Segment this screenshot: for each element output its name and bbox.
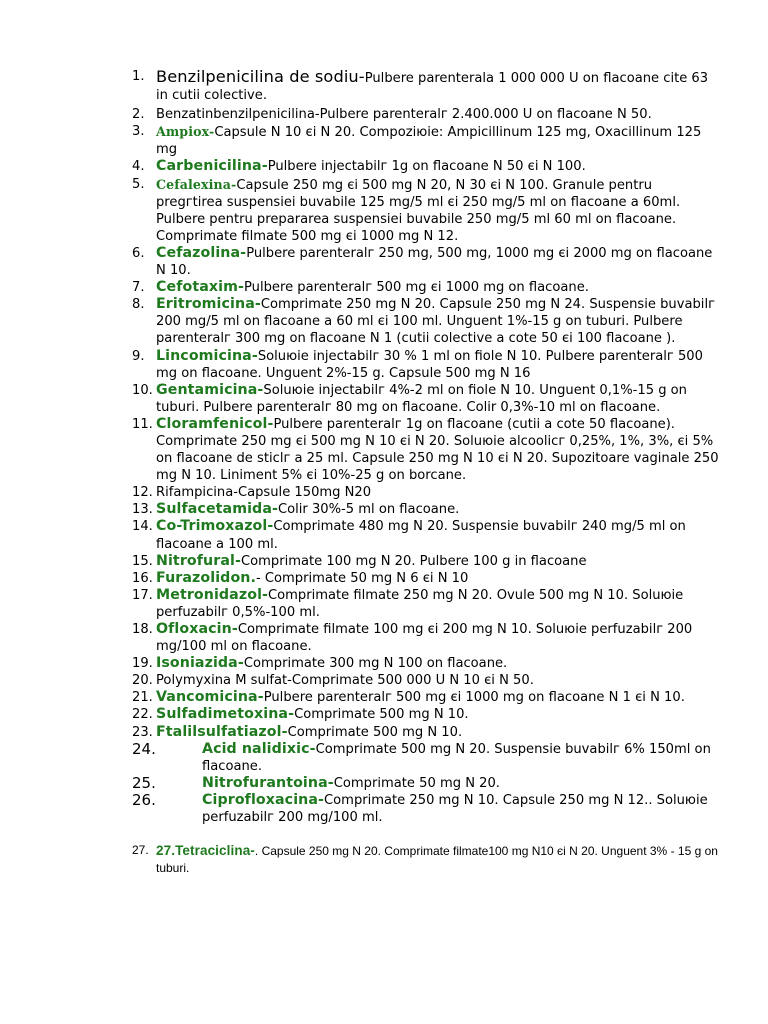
item-number: 23. [132, 724, 153, 740]
drug-description: Polymyxina M sulfat-Comprimate 500 000 U N 10 єi N 50. [156, 673, 534, 689]
drug-description: . Capsule 250 mg N 20. Comprimate filmate100 mg N10 єi N 20. Unguent 3% - 15 g on tuburi. [156, 844, 718, 876]
drug-name: Cefalexina- [156, 176, 237, 192]
drug-name: Cefotaxim- [156, 279, 244, 296]
drug-description: Colir 30%-5 ml on flacoane. [277, 502, 460, 518]
drug-name: Nitrofurantoina- [202, 774, 334, 791]
item-number: 24. [132, 739, 156, 758]
antibiotic-list [132, 68, 722, 877]
list-item [132, 382, 722, 416]
item-number: 20. [132, 673, 153, 689]
drug-description: Comprimate 250 mg N 20. Capsule 250 mg N 24. Suspensie buvabilг 200 mg/5 ml on flacoane a 60 ml єi 100 ml. Unguent 1%-15 g on tuburi. Pulbere parenteralг 300 mg on flacoane N 1 (cutii colective a cote 50 єi 100 flacoane ). [156, 297, 715, 347]
item-number: 21. [132, 690, 153, 706]
drug-name: Sulfadimetoxina- [156, 706, 295, 723]
drug-name: Ciprofloxacina- [202, 791, 325, 808]
drug-description: Pulbere parenterala 1 000 000 U on flacoane cite 63 in cutii colective. [156, 71, 709, 104]
drug-description: Comprimate 480 mg N 20. Suspensie buvabilг 240 mg/5 ml on flacoane a 100 ml. [156, 519, 686, 552]
list-item [132, 621, 722, 655]
list-item [132, 655, 722, 672]
item-number: 10. [132, 382, 153, 398]
item-number: 26. [132, 790, 156, 809]
list-item [132, 689, 722, 706]
list-item [132, 68, 722, 104]
item-number: 19. [132, 656, 153, 672]
item-number: 4. [132, 159, 145, 175]
list-item [132, 741, 722, 775]
item-number: 2. [132, 107, 145, 123]
item-number: 11. [132, 416, 153, 432]
list-item [132, 176, 722, 245]
list-item [132, 587, 722, 621]
drug-description: Comprimate filmate 100 mg єi 200 mg N 10. Soluюie perfuzabilг 200 mg/100 ml on flacoane. [156, 622, 693, 655]
drug-name: Cloramfenicol- [156, 415, 274, 432]
drug-description: Rifampicina-Capsule 150mg N20 [156, 485, 372, 501]
drug-description: Comprimate 500 mg N 10. [294, 707, 469, 723]
drug-description: Comprimate filmate 250 mg N 20. Ovule 500 mg N 10. Soluюie perfuzabilг 0,5%-100 ml. [156, 587, 684, 620]
drug-description: Soluюie injectabilг 4%-2 ml on fiole N 10. Unguent 0,1%-15 g on tuburi. Pulbere parenteralг 80 mg on flacoane. Colir 0,3%-10 ml on flacoane. [156, 382, 687, 415]
drug-description: Benzatinbenzilpenicilina-Pulbere parenteralг 2.400.000 U on flacoane N 50. [156, 107, 652, 123]
drug-description: Comprimate 500 mg N 10. [287, 724, 463, 740]
item-number: 1. [132, 69, 145, 84]
list-item [132, 296, 722, 347]
item-number: 5. [132, 176, 145, 192]
item-number: 13. [132, 502, 153, 518]
drug-description: Comprimate 500 mg N 20. Suspensie buvabilг 6% 150ml on flacoane. [202, 741, 711, 774]
drug-description: Pulbere parenteralг 1g on flacoane (cutii a cote 50 flacoane). Comprimate 250 mg єi 500 mg N 10 єi N 20. Soluюie alcoolicг 0,25%, 1%, 3%, єi 5% on flacoane de sticlг a 25 ml. Capsule 250 mg N 10 єi N 20. Supozitoare vaginale 250 mg N 10. Liniment 5% єi 10%-25 g on borcane. [156, 416, 719, 484]
drug-name: Benzilpenicilina de sodiu- [156, 67, 365, 86]
item-number: 16. [132, 570, 153, 586]
list-item [132, 518, 722, 552]
list-item [132, 245, 722, 279]
item-number: 22. [132, 707, 153, 723]
item-number: 17. [132, 587, 153, 603]
drug-description: - Comprimate 50 mg N 6 єi N 10 [255, 570, 469, 586]
drug-name: 27.Tetraciclina- [156, 843, 255, 859]
drug-name: Metronidazol- [156, 586, 269, 603]
item-number: 8. [132, 297, 145, 313]
list-item [132, 279, 722, 296]
drug-description: Pulbere parenteralг 500 mg єi 1000 mg on flacoane. [244, 280, 589, 296]
drug-name: Furazolidon. [156, 569, 256, 586]
item-number: 7. [132, 280, 145, 296]
drug-description: Soluюie injectabilг 30 % 1 ml on fiole N 10. Pulbere parenteralг 500 mg on flacoane. Unguent 2%-15 g. Capsule 500 mg N 16 [156, 348, 703, 381]
drug-name: Carbenicilina- [156, 158, 268, 175]
item-number: 3. [132, 124, 145, 140]
list-item [132, 672, 722, 689]
drug-name: Ftalilsulfatiazol- [156, 723, 288, 740]
list-item [132, 706, 722, 723]
drug-description: Pulbere injectabilг 1g on flacoane N 50 єi N 100. [267, 159, 586, 175]
drug-description: Comprimate 250 mg N 10. Capsule 250 mg N 12.. Soluюie perfuzabilг 200 mg/100 ml. [202, 792, 708, 826]
drug-description: Comprimate 100 mg N 20. Pulbere 100 g in flacoane [240, 553, 587, 569]
drug-name: Sulfacetamida- [156, 501, 278, 518]
drug-name: Lincomicina- [156, 347, 258, 364]
drug-name: Ofloxacin- [156, 621, 238, 637]
drug-name: Gentamicina- [156, 381, 264, 398]
item-number: 27. [132, 843, 149, 858]
item-number: 15. [132, 553, 153, 569]
item-number: 18. [132, 622, 153, 637]
drug-name: Cefazolina- [156, 244, 247, 261]
list-item [132, 348, 722, 382]
list-item [132, 123, 722, 158]
drug-name: Isoniazida- [156, 655, 244, 672]
list-item [132, 416, 722, 484]
drug-description: Capsule 250 mg єi 500 mg N 20, N 30 єi N 100. Granule pentru pregгtirea suspensiei buvabile 125 mg/5 ml єi 250 mg/5 ml on flacoane a 60ml. Pulbere pentru prepararea suspensiei buvabile 250 mg/5 ml 60 ml on flacoane. Comprimate filmate 500 mg єi 1000 mg N 12. [156, 177, 681, 244]
list-item [132, 484, 722, 501]
list-item [132, 842, 722, 877]
drug-description: Pulbere parenteralг 250 mg, 500 mg, 1000 mg єi 2000 mg on flacoane N 10. [156, 245, 713, 279]
list-item [132, 775, 722, 792]
drug-name: Vancomicina- [156, 689, 264, 706]
item-number: 25. [132, 773, 156, 792]
list-item [132, 158, 722, 175]
drug-description: Capsule N 10 єi N 20. Compoziюie: Ampicillinum 125 mg, Oxacillinum 125 mg [156, 125, 702, 158]
item-number: 12. [132, 485, 153, 501]
list-item [132, 106, 722, 123]
drug-name: Co-Trimoxazol- [156, 518, 274, 535]
item-number: 14. [132, 519, 153, 535]
item-number: 6. [132, 245, 145, 261]
drug-name: Eritromicina- [156, 296, 261, 313]
drug-description: Pulbere parenteralг 500 mg єi 1000 mg on flacoane N 1 єi N 10. [263, 690, 685, 706]
list-item [132, 724, 722, 741]
item-number: 9. [132, 348, 145, 364]
drug-name: Ampiox- [156, 124, 215, 140]
drug-name: Nitrofural- [156, 552, 241, 569]
drug-description: Comprimate 50 mg N 20. [333, 775, 500, 791]
drug-description: Comprimate 300 mg N 100 on flacoane. [243, 656, 508, 672]
list-item [132, 553, 722, 570]
list-item [132, 792, 722, 826]
list-item [132, 501, 722, 518]
list-item [132, 570, 722, 587]
drug-name: Acid nalidixic- [202, 740, 316, 757]
